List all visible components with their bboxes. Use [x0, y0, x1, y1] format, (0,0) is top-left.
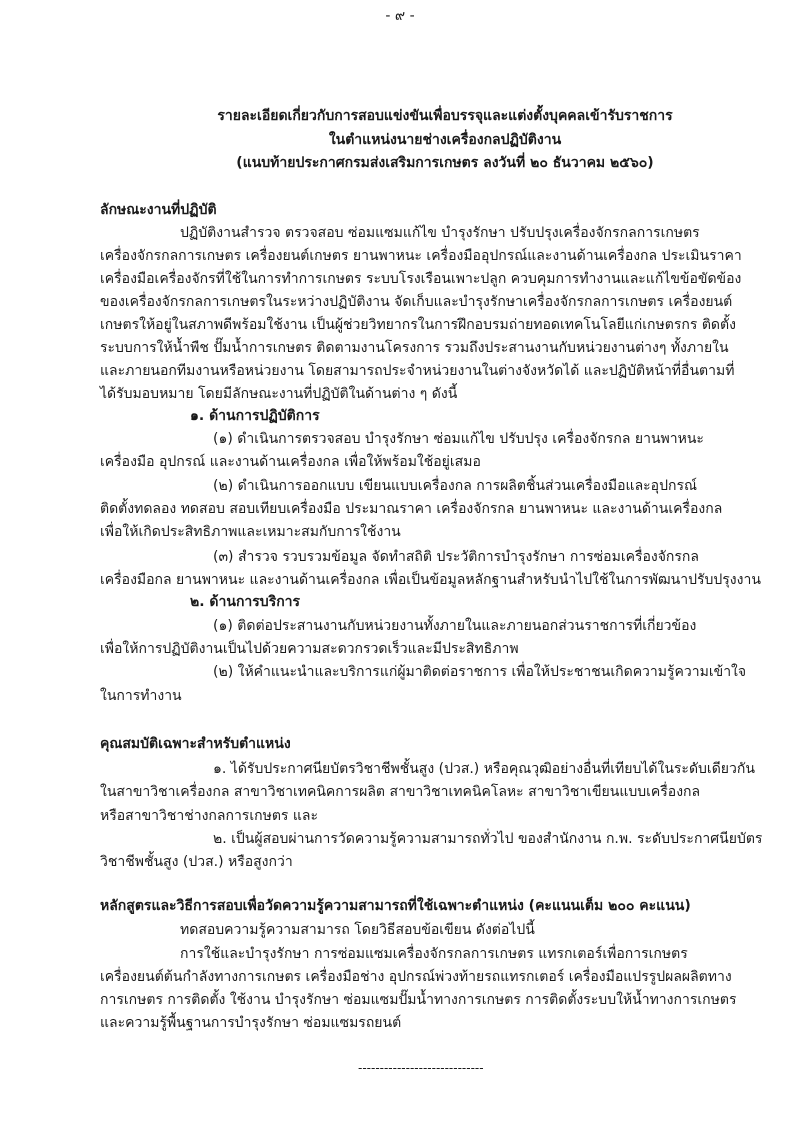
curriculum-text: การเกษตร การติดตั้ง ใช้งาน บำรุงรักษา ซ่อมแซมปั๊มน้ำทางการเกษตร การติดตั้งระบบให้น้ำทางการเกษตร [100, 992, 737, 1008]
operations-item: (๑) ดำเนินการตรวจสอบ บำรุงรักษา ซ่อมแก้ไข ปรับปรุง เครื่องจักรกล ยานพาหนะ [213, 431, 704, 447]
duties-text: ได้รับมอบหมาย โดยมีลักษณะงานที่ปฏิบัติในด้านต่าง ๆ ดังนี้ [100, 386, 458, 402]
service-item: (๒) ให้คำแนะนำและบริการแก่ผู้มาติดต่อราชการ เพื่อให้ประชาชนเกิดความรู้ความเข้าใจ [213, 664, 747, 680]
title-line-1: รายละเอียดเกี่ยวกับการสอบแข่งขันเพื่อบรรจุและแต่งตั้งบุคคลเข้ารับราชการ [217, 108, 673, 124]
duties-text: ปฏิบัติงานสำรวจ ตรวจสอบ ซ่อมแซมแก้ไข บำรุงรักษา ปรับปรุงเครื่องจักรกลการเกษตร [180, 225, 700, 241]
duties-text: และภายนอกทีมงานหรือหน่วยงาน โดยสามารถประจำหน่วยงานในต่างจังหวัดได้ และปฏิบัติหน้าที่อื่นตามที่ [100, 363, 735, 379]
qualification-item: วิชาชีพชั้นสูง (ปวส.) หรือสูงกว่า [100, 854, 293, 870]
operations-item: ติดตั้งทดลอง ทดสอบ สอบเทียบเครื่องมือ ประมาณราคา เครื่องจักรกล ยานพาหนะ และงานด้านเครื่องกล [100, 501, 723, 517]
operations-item: เครื่องมือ อุปกรณ์ และงานด้านเครื่องกล เพื่อให้พร้อมใช้อยู่เสมอ [100, 454, 481, 470]
curriculum-text: การใช้และบำรุงรักษา การซ่อมแซมเครื่องจักรกลการเกษตร แทรกเตอร์เพื่อการเกษตร [180, 946, 688, 962]
duties-heading: ลักษณะงานที่ปฏิบัติ [100, 202, 217, 218]
qualification-item: ๒. เป็นผู้สอบผ่านการวัดความรู้ความสามารถทั่วไป ของสำนักงาน ก.พ. ระดับประกาศนียบัตร [213, 831, 763, 847]
operations-item: เพื่อให้เกิดประสิทธิภาพและเหมาะสมกับการใช้งาน [100, 524, 401, 540]
end-divider: ----------------------------- [358, 1061, 484, 1075]
service-item: เพื่อให้การปฏิบัติงานเป็นไปด้วยความสะดวกรวดเร็วและมีประสิทธิภาพ [100, 641, 519, 657]
qualification-item: หรือสาขาวิชาช่างกลการเกษตร และ [100, 808, 319, 824]
curriculum-text: และความรู้พื้นฐานการบำรุงรักษา ซ่อมแซมรถยนต์ [100, 1015, 402, 1031]
duties-text: ระบบการให้น้ำพืช ปั๊มน้ำการเกษตร ติดตามงานโครงการ รวมถึงประสานงานกับหน่วยงานต่างๆ ทั้งภายใน [100, 340, 729, 356]
qualifications-heading: คุณสมบัติเฉพาะสำหรับตำแหน่ง [100, 736, 291, 752]
duties-text: เครื่องจักรกลการเกษตร เครื่องยนต์เกษตร ยานพาหนะ เครื่องมืออุปกรณ์และงานด้านเครื่องกล ประเมินราคา [100, 248, 742, 264]
operations-item: เครื่องมือกล ยานพาหนะ และงานด้านเครื่องกล เพื่อเป็นข้อมูลหลักฐานสำหรับนำไปใช้ในการพัฒนาปรับปรุงงาน [100, 572, 761, 588]
section-operations-heading: ๑. ด้านการปฏิบัติการ [190, 408, 320, 424]
title-line-2: ในตำแหน่งนายช่างเครื่องกลปฏิบัติงาน [328, 132, 562, 148]
curriculum-heading: หลักสูตรและวิธีการสอบเพื่อวัดความรู้ความสามารถที่ใช้เฉพาะตำแหน่ง (คะแนนเต็ม ๒๐๐ คะแนน) [100, 898, 691, 914]
duties-text: ของเครื่องจักรกลการเกษตรในระหว่างปฏิบัติงาน จัดเก็บและบำรุงรักษาเครื่องจักรกลการเกษตร เครื่องยนต์ [100, 294, 733, 310]
qualification-item: ๑. ได้รับประกาศนียบัตรวิชาชีพชั้นสูง (ปวส.) หรือคุณวุฒิอย่างอื่นที่เทียบได้ในระดับเดียวกัน [213, 761, 755, 777]
qualification-item: ในสาขาวิชาเครื่องกล สาขาวิชาเทคนิคการผลิต สาขาวิชาเทคนิคโลหะ สาขาวิชาเขียนแบบเครื่องกล [100, 784, 701, 800]
curriculum-text: เครื่องยนต์ต้นกำลังทางการเกษตร เครื่องมือช่าง อุปกรณ์พ่วงท้ายรถแทรกเตอร์ เครื่องมือแปรรูปผลผลิตทาง [100, 969, 732, 985]
operations-item: (๓) สำรวจ รวบรวมข้อมูล จัดทำสถิติ ประวัติการบำรุงรักษา การซ่อมเครื่องจักรกล [213, 549, 699, 565]
service-item: (๑) ติดต่อประสานงานกับหน่วยงานทั้งภายในและภายนอกส่วนราชการที่เกี่ยวข้อง [213, 618, 697, 634]
section-service-heading: ๒. ด้านการบริการ [190, 594, 301, 610]
title-line-3: (แนบท้ายประกาศกรมส่งเสริมการเกษตร ลงวันที่ ๒๐ ธันวาคม ๒๕๖๐) [236, 155, 654, 171]
service-item: ในการทำงาน [100, 688, 182, 704]
page-number: - ๙ - [385, 8, 415, 24]
duties-text: เครื่องมือเครื่องจักรที่ใช้ในการทำการเกษตร ระบบโรงเรือนเพาะปลูก ควบคุมการทำงานและแก้ไขข้อขัดข้อง [100, 271, 742, 287]
operations-item: (๒) ดำเนินการออกแบบ เขียนแบบเครื่องกล การผลิตชิ้นส่วนเครื่องมือและอุปกรณ์ [213, 478, 697, 494]
duties-text: เกษตรให้อยู่ในสภาพดีพร้อมใช้งาน เป็นผู้ช่วยวิทยากรในการฝึกอบรมถ่ายทอดเทคโนโลยีแก่เกษตรกร ติดตั้ง [100, 317, 736, 333]
curriculum-text: ทดสอบความรู้ความสามารถ โดยวิธีสอบข้อเขียน ดังต่อไปนี้ [180, 922, 535, 938]
